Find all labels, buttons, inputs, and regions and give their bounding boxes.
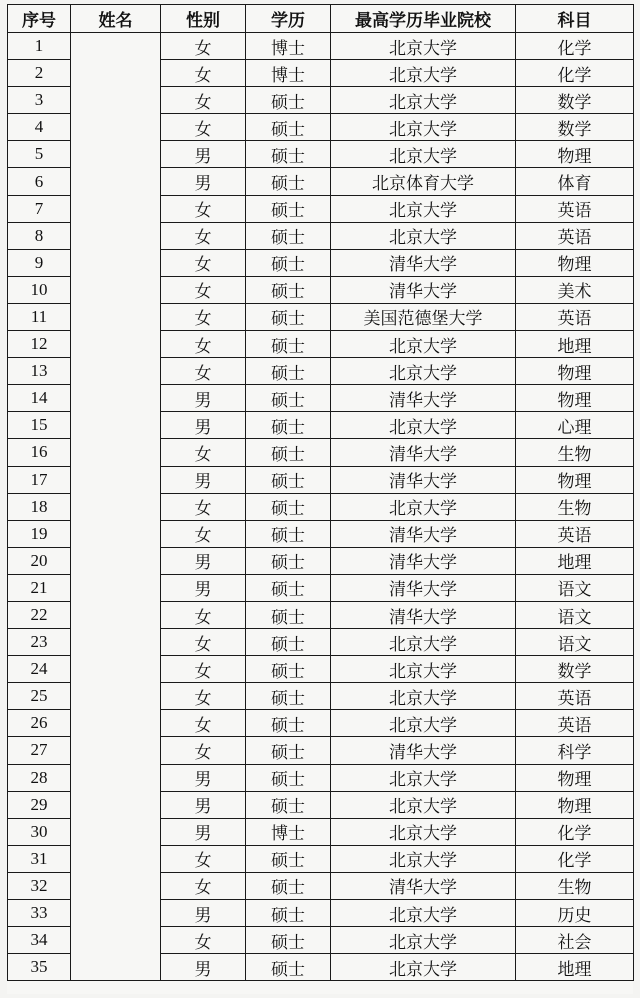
header-serial-number: 序号 bbox=[8, 5, 71, 33]
cell-graduate-school: 北京大学 bbox=[331, 818, 516, 845]
cell-graduate-school: 北京大学 bbox=[331, 791, 516, 818]
cell-degree: 硕士 bbox=[246, 222, 331, 249]
cell-serial-number: 1 bbox=[8, 33, 71, 60]
cell-serial-number: 31 bbox=[8, 845, 71, 872]
cell-serial-number: 14 bbox=[8, 385, 71, 412]
cell-degree: 博士 bbox=[246, 60, 331, 87]
cell-subject: 生物 bbox=[516, 872, 634, 899]
cell-degree: 硕士 bbox=[246, 547, 331, 574]
cell-degree: 硕士 bbox=[246, 303, 331, 330]
cell-serial-number: 13 bbox=[8, 358, 71, 385]
cell-degree: 硕士 bbox=[246, 493, 331, 520]
cell-graduate-school: 清华大学 bbox=[331, 466, 516, 493]
cell-gender: 男 bbox=[161, 412, 246, 439]
cell-graduate-school: 北京大学 bbox=[331, 493, 516, 520]
cell-graduate-school: 北京大学 bbox=[331, 358, 516, 385]
cell-gender: 男 bbox=[161, 168, 246, 195]
cell-gender: 女 bbox=[161, 87, 246, 114]
cell-graduate-school: 北京大学 bbox=[331, 60, 516, 87]
cell-serial-number: 26 bbox=[8, 710, 71, 737]
cell-degree: 硕士 bbox=[246, 520, 331, 547]
cell-subject: 物理 bbox=[516, 764, 634, 791]
cell-gender: 女 bbox=[161, 33, 246, 60]
cell-degree: 硕士 bbox=[246, 141, 331, 168]
cell-degree: 博士 bbox=[246, 818, 331, 845]
cell-gender: 女 bbox=[161, 710, 246, 737]
cell-subject: 体育 bbox=[516, 168, 634, 195]
cell-gender: 女 bbox=[161, 276, 246, 303]
cell-gender: 女 bbox=[161, 520, 246, 547]
cell-serial-number: 29 bbox=[8, 791, 71, 818]
cell-gender: 女 bbox=[161, 303, 246, 330]
table-body bbox=[8, 33, 634, 981]
header-subject: 科目 bbox=[516, 5, 634, 33]
table-row bbox=[8, 33, 634, 60]
cell-serial-number: 16 bbox=[8, 439, 71, 466]
cell-gender: 女 bbox=[161, 683, 246, 710]
header-gender: 性别 bbox=[161, 5, 246, 33]
header-degree: 学历 bbox=[246, 5, 331, 33]
cell-serial-number: 4 bbox=[8, 114, 71, 141]
cell-serial-number: 34 bbox=[8, 927, 71, 954]
cell-subject: 物理 bbox=[516, 466, 634, 493]
cell-serial-number: 32 bbox=[8, 872, 71, 899]
cell-subject: 化学 bbox=[516, 60, 634, 87]
cell-gender: 女 bbox=[161, 60, 246, 87]
cell-graduate-school: 北京大学 bbox=[331, 629, 516, 656]
cell-subject: 化学 bbox=[516, 845, 634, 872]
cell-degree: 博士 bbox=[246, 33, 331, 60]
document-page bbox=[7, 4, 633, 994]
cell-serial-number: 19 bbox=[8, 520, 71, 547]
cell-graduate-school: 清华大学 bbox=[331, 520, 516, 547]
cell-gender: 男 bbox=[161, 954, 246, 981]
cell-serial-number: 7 bbox=[8, 195, 71, 222]
cell-serial-number: 22 bbox=[8, 601, 71, 628]
cell-subject: 物理 bbox=[516, 791, 634, 818]
cell-gender: 男 bbox=[161, 547, 246, 574]
cell-serial-number: 5 bbox=[8, 141, 71, 168]
cell-graduate-school: 北京体育大学 bbox=[331, 168, 516, 195]
cell-gender: 男 bbox=[161, 385, 246, 412]
cell-serial-number: 12 bbox=[8, 331, 71, 358]
cell-graduate-school: 北京大学 bbox=[331, 331, 516, 358]
cell-degree: 硕士 bbox=[246, 601, 331, 628]
cell-graduate-school: 北京大学 bbox=[331, 845, 516, 872]
cell-degree: 硕士 bbox=[246, 412, 331, 439]
cell-degree: 硕士 bbox=[246, 954, 331, 981]
cell-degree: 硕士 bbox=[246, 845, 331, 872]
cell-graduate-school: 北京大学 bbox=[331, 141, 516, 168]
cell-gender: 女 bbox=[161, 114, 246, 141]
cell-degree: 硕士 bbox=[246, 276, 331, 303]
cell-subject: 语文 bbox=[516, 601, 634, 628]
cell-degree: 硕士 bbox=[246, 195, 331, 222]
cell-subject: 英语 bbox=[516, 683, 634, 710]
cell-serial-number: 28 bbox=[8, 764, 71, 791]
cell-gender: 女 bbox=[161, 656, 246, 683]
cell-gender: 女 bbox=[161, 195, 246, 222]
cell-serial-number: 33 bbox=[8, 900, 71, 927]
staff-table bbox=[7, 4, 634, 981]
cell-subject: 科学 bbox=[516, 737, 634, 764]
cell-graduate-school: 北京大学 bbox=[331, 927, 516, 954]
cell-subject: 物理 bbox=[516, 141, 634, 168]
cell-serial-number: 30 bbox=[8, 818, 71, 845]
cell-degree: 硕士 bbox=[246, 574, 331, 601]
cell-subject: 生物 bbox=[516, 493, 634, 520]
table-header bbox=[8, 5, 634, 33]
cell-graduate-school: 清华大学 bbox=[331, 601, 516, 628]
cell-gender: 男 bbox=[161, 791, 246, 818]
header-name: 姓名 bbox=[71, 5, 161, 33]
cell-serial-number: 6 bbox=[8, 168, 71, 195]
cell-graduate-school: 美国范德堡大学 bbox=[331, 303, 516, 330]
cell-subject: 语文 bbox=[516, 574, 634, 601]
cell-gender: 女 bbox=[161, 439, 246, 466]
cell-subject: 英语 bbox=[516, 195, 634, 222]
cell-subject: 化学 bbox=[516, 33, 634, 60]
cell-serial-number: 23 bbox=[8, 629, 71, 656]
cell-graduate-school: 清华大学 bbox=[331, 547, 516, 574]
cell-degree: 硕士 bbox=[246, 900, 331, 927]
cell-gender: 女 bbox=[161, 845, 246, 872]
cell-degree: 硕士 bbox=[246, 683, 331, 710]
header-graduate-school: 最高学历毕业院校 bbox=[331, 5, 516, 33]
cell-graduate-school: 清华大学 bbox=[331, 385, 516, 412]
cell-serial-number: 21 bbox=[8, 574, 71, 601]
cell-degree: 硕士 bbox=[246, 710, 331, 737]
cell-subject: 地理 bbox=[516, 331, 634, 358]
cell-graduate-school: 北京大学 bbox=[331, 764, 516, 791]
cell-graduate-school: 清华大学 bbox=[331, 872, 516, 899]
cell-degree: 硕士 bbox=[246, 168, 331, 195]
cell-graduate-school: 北京大学 bbox=[331, 222, 516, 249]
cell-serial-number: 8 bbox=[8, 222, 71, 249]
cell-gender: 女 bbox=[161, 358, 246, 385]
cell-subject: 英语 bbox=[516, 710, 634, 737]
cell-subject: 地理 bbox=[516, 954, 634, 981]
cell-subject: 社会 bbox=[516, 927, 634, 954]
cell-graduate-school: 北京大学 bbox=[331, 900, 516, 927]
cell-gender: 男 bbox=[161, 574, 246, 601]
cell-gender: 女 bbox=[161, 629, 246, 656]
cell-degree: 硕士 bbox=[246, 439, 331, 466]
cell-gender: 男 bbox=[161, 466, 246, 493]
cell-gender: 男 bbox=[161, 818, 246, 845]
cell-subject: 心理 bbox=[516, 412, 634, 439]
cell-gender: 男 bbox=[161, 900, 246, 927]
cell-graduate-school: 清华大学 bbox=[331, 574, 516, 601]
cell-subject: 数学 bbox=[516, 656, 634, 683]
cell-subject: 历史 bbox=[516, 900, 634, 927]
cell-degree: 硕士 bbox=[246, 737, 331, 764]
cell-degree: 硕士 bbox=[246, 791, 331, 818]
cell-serial-number: 3 bbox=[8, 87, 71, 114]
cell-serial-number: 11 bbox=[8, 303, 71, 330]
cell-degree: 硕士 bbox=[246, 872, 331, 899]
cell-graduate-school: 北京大学 bbox=[331, 195, 516, 222]
cell-serial-number: 9 bbox=[8, 249, 71, 276]
cell-subject: 数学 bbox=[516, 87, 634, 114]
cell-degree: 硕士 bbox=[246, 764, 331, 791]
cell-degree: 硕士 bbox=[246, 466, 331, 493]
cell-graduate-school: 清华大学 bbox=[331, 276, 516, 303]
cell-serial-number: 17 bbox=[8, 466, 71, 493]
cell-gender: 女 bbox=[161, 872, 246, 899]
cell-subject: 生物 bbox=[516, 439, 634, 466]
cell-gender: 女 bbox=[161, 222, 246, 249]
cell-degree: 硕士 bbox=[246, 629, 331, 656]
cell-gender: 女 bbox=[161, 493, 246, 520]
cell-graduate-school: 北京大学 bbox=[331, 412, 516, 439]
cell-graduate-school: 北京大学 bbox=[331, 87, 516, 114]
cell-subject: 数学 bbox=[516, 114, 634, 141]
cell-graduate-school: 北京大学 bbox=[331, 683, 516, 710]
cell-degree: 硕士 bbox=[246, 358, 331, 385]
cell-degree: 硕士 bbox=[246, 385, 331, 412]
cell-subject: 物理 bbox=[516, 358, 634, 385]
cell-degree: 硕士 bbox=[246, 331, 331, 358]
cell-gender: 女 bbox=[161, 249, 246, 276]
cell-graduate-school: 清华大学 bbox=[331, 439, 516, 466]
cell-degree: 硕士 bbox=[246, 87, 331, 114]
cell-graduate-school: 北京大学 bbox=[331, 954, 516, 981]
cell-serial-number: 15 bbox=[8, 412, 71, 439]
cell-subject: 英语 bbox=[516, 520, 634, 547]
cell-subject: 英语 bbox=[516, 222, 634, 249]
cell-subject: 英语 bbox=[516, 303, 634, 330]
cell-serial-number: 20 bbox=[8, 547, 71, 574]
cell-serial-number: 2 bbox=[8, 60, 71, 87]
cell-graduate-school: 清华大学 bbox=[331, 249, 516, 276]
cell-serial-number: 35 bbox=[8, 954, 71, 981]
cell-subject: 语文 bbox=[516, 629, 634, 656]
cell-graduate-school: 北京大学 bbox=[331, 710, 516, 737]
cell-gender: 男 bbox=[161, 141, 246, 168]
cell-serial-number: 10 bbox=[8, 276, 71, 303]
cell-serial-number: 24 bbox=[8, 656, 71, 683]
cell-gender: 女 bbox=[161, 737, 246, 764]
cell-gender: 女 bbox=[161, 601, 246, 628]
cell-gender: 男 bbox=[161, 764, 246, 791]
cell-serial-number: 25 bbox=[8, 683, 71, 710]
cell-subject: 地理 bbox=[516, 547, 634, 574]
cell-gender: 女 bbox=[161, 331, 246, 358]
cell-serial-number: 27 bbox=[8, 737, 71, 764]
cell-graduate-school: 北京大学 bbox=[331, 114, 516, 141]
cell-gender: 女 bbox=[161, 927, 246, 954]
cell-serial-number: 18 bbox=[8, 493, 71, 520]
cell-degree: 硕士 bbox=[246, 656, 331, 683]
cell-graduate-school: 北京大学 bbox=[331, 656, 516, 683]
cell-degree: 硕士 bbox=[246, 114, 331, 141]
cell-graduate-school: 清华大学 bbox=[331, 737, 516, 764]
cell-subject: 美术 bbox=[516, 276, 634, 303]
cell-degree: 硕士 bbox=[246, 249, 331, 276]
cell-subject: 化学 bbox=[516, 818, 634, 845]
cell-degree: 硕士 bbox=[246, 927, 331, 954]
cell-graduate-school: 北京大学 bbox=[331, 33, 516, 60]
name-column-blank bbox=[71, 33, 161, 981]
cell-subject: 物理 bbox=[516, 385, 634, 412]
header-row bbox=[8, 5, 634, 33]
cell-subject: 物理 bbox=[516, 249, 634, 276]
